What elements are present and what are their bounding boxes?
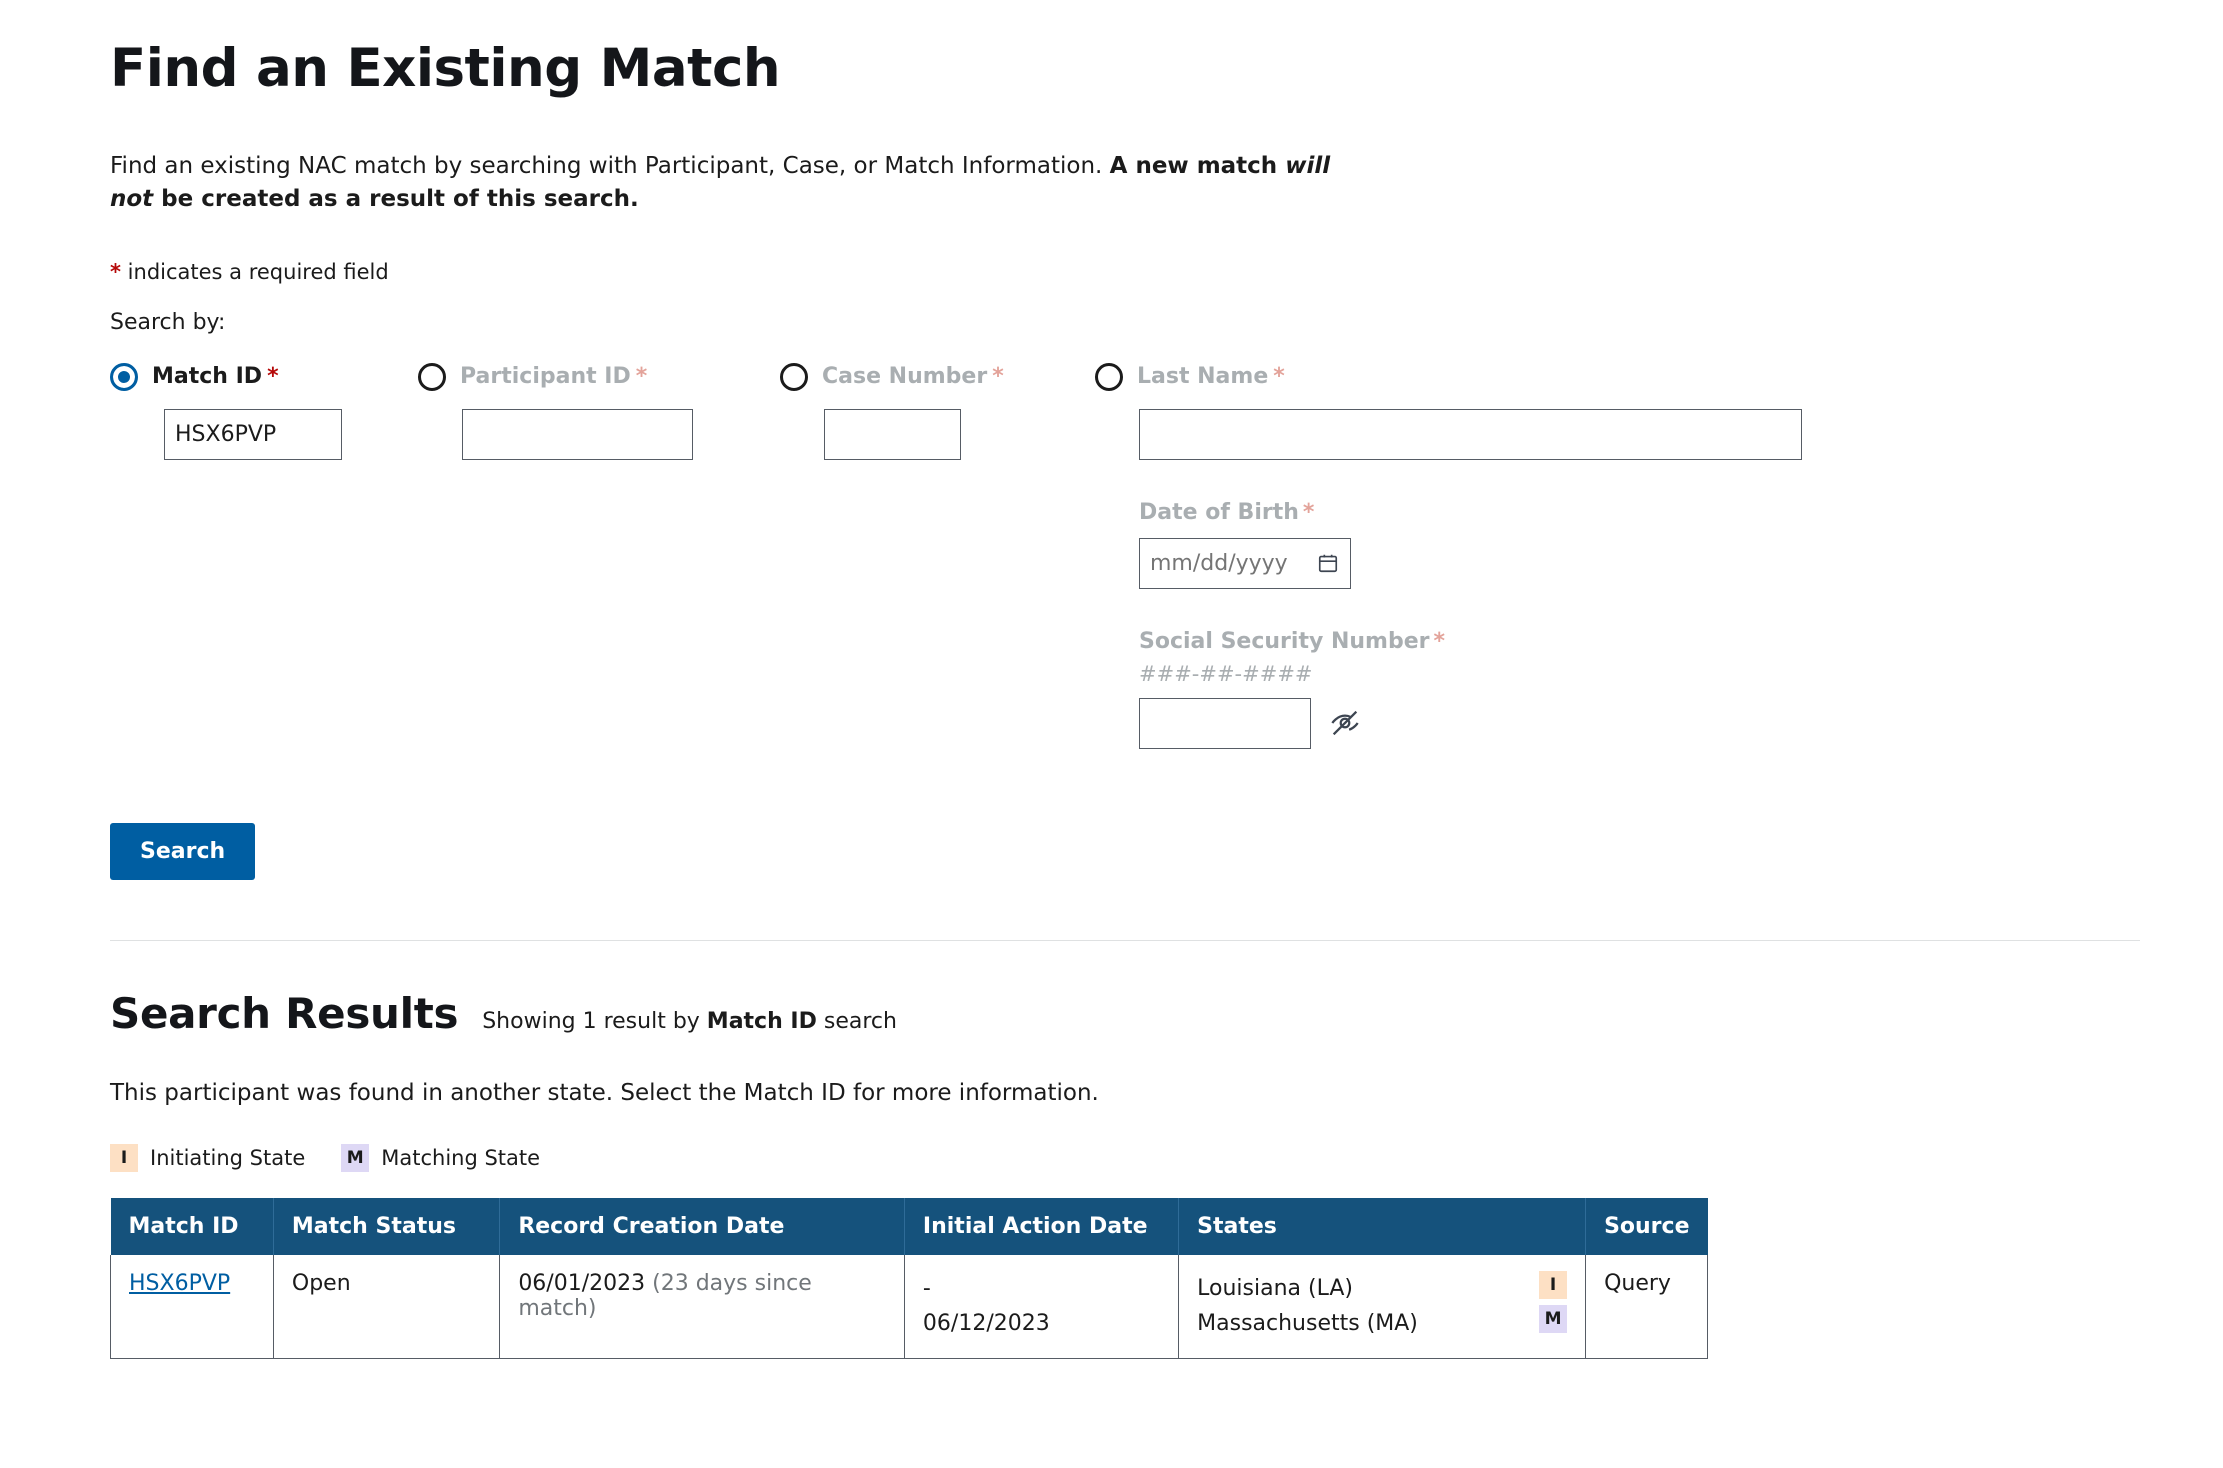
cell-states: [1179, 1255, 1586, 1359]
column-header-match-id[interactable]: Match ID: [111, 1198, 274, 1255]
state-1-chip-icon: I: [1539, 1271, 1567, 1299]
table-row: [111, 1255, 1708, 1359]
radio-head-participant-id[interactable]: [418, 357, 708, 397]
date-of-birth-label: [1139, 500, 1795, 525]
legend-label-matching: Matching State: [381, 1145, 541, 1170]
states-names: [1197, 1271, 1418, 1342]
search-option-match-id[interactable]: [110, 357, 360, 460]
date-of-birth-input-wrap[interactable]: [1139, 538, 1351, 589]
state-1-name: Louisiana (LA): [1197, 1275, 1353, 1301]
radio-label-case-number: [822, 364, 1004, 389]
radio-label-participant-id: [460, 364, 647, 389]
date-of-birth-field: [1139, 460, 1795, 589]
legend-label-initiating: Initiating State: [150, 1145, 306, 1170]
ssn-format-hint: ###-##-####: [1139, 661, 1313, 686]
cell-match-id: [111, 1255, 274, 1359]
column-header-states[interactable]: States: [1179, 1198, 1586, 1255]
search-results-note: This participant was found in another state. Select the Match ID for more information.: [110, 1079, 1099, 1106]
legend-initiating-state: [110, 1144, 305, 1172]
radio-head-match-id[interactable]: [110, 357, 360, 397]
page-title: Find an Existing Match: [110, 38, 781, 99]
required-asterisk-case-number: *: [992, 364, 1004, 390]
search-option-case-number[interactable]: [780, 357, 1030, 460]
intro-bold-2: be created as a result of this search.: [153, 185, 639, 212]
radio-head-last-name[interactable]: [1095, 357, 1795, 397]
initial-action-date-line1: -: [922, 1275, 931, 1301]
radio-icon-case-number[interactable]: [780, 363, 808, 391]
initiating-state-chip-icon: I: [110, 1144, 138, 1172]
states-cell-inner: [1197, 1271, 1567, 1342]
column-header-match-status[interactable]: Match Status: [273, 1198, 499, 1255]
ssn-label-text: Social Security Number: [1139, 628, 1430, 654]
search-results-summary: [482, 1009, 897, 1034]
label-text-match-id: Match ID: [152, 364, 263, 390]
radio-label-match-id: [152, 364, 279, 389]
search-by-label: Search by:: [110, 309, 226, 335]
states-legend: [110, 1144, 2113, 1172]
search-option-participant-id[interactable]: [418, 357, 708, 460]
case-number-input[interactable]: [824, 409, 961, 460]
required-note-text: indicates a required field: [127, 259, 389, 284]
table-header: [111, 1198, 1708, 1255]
page-intro: [110, 150, 1340, 215]
cell-record-creation-date: [500, 1255, 905, 1359]
required-asterisk-last-name: *: [1273, 364, 1285, 390]
match-id-input[interactable]: [164, 409, 342, 460]
radio-icon-participant-id[interactable]: [418, 363, 446, 391]
record-creation-date-value: 06/01/2023: [518, 1270, 646, 1296]
participant-id-input[interactable]: [462, 409, 693, 460]
required-field-note: [110, 260, 2113, 284]
cell-source: Query: [1586, 1255, 1708, 1359]
table-body: [111, 1255, 1708, 1359]
ssn-field: [1139, 589, 1795, 749]
hide-password-icon[interactable]: [1329, 707, 1361, 739]
search-button[interactable]: Search: [110, 823, 255, 880]
radio-icon-last-name[interactable]: [1095, 363, 1123, 391]
search-results-title: Search Results: [110, 988, 459, 1038]
state-2-name: Massachusetts (MA): [1197, 1311, 1418, 1337]
record-creation-date-suffix: (23 days since match): [518, 1270, 812, 1321]
label-text-participant-id: Participant ID: [460, 364, 631, 390]
required-asterisk-ssn: *: [1433, 628, 1445, 654]
states-chips: [1539, 1271, 1567, 1333]
search-results-table: [110, 1198, 1708, 1359]
summary-post: search: [816, 1008, 897, 1034]
intro-italic: will not: [110, 153, 1331, 212]
label-text-case-number: Case Number: [822, 364, 988, 390]
initial-action-date-line2: 06/12/2023: [922, 1311, 1050, 1337]
radio-head-case-number[interactable]: [780, 357, 1030, 397]
search-results-header: [110, 989, 2113, 1038]
search-option-last-name[interactable]: [1095, 357, 1795, 749]
summary-pre: Showing 1 result by: [482, 1008, 707, 1034]
required-asterisk-participant-id: *: [635, 364, 648, 390]
match-id-link[interactable]: HSX6PVP: [129, 1270, 231, 1296]
radio-label-last-name: [1137, 364, 1285, 389]
required-asterisk-dob: *: [1302, 499, 1315, 525]
required-asterisk: *: [110, 259, 121, 284]
section-divider: [110, 940, 2140, 941]
column-header-source[interactable]: Source: [1586, 1198, 1708, 1255]
last-name-input[interactable]: [1139, 409, 1802, 460]
table-header-row: [111, 1198, 1708, 1255]
summary-bold: Match ID: [706, 1008, 817, 1034]
required-asterisk-match-id: *: [267, 364, 279, 390]
intro-bold-1: A new match: [1109, 153, 1286, 180]
ssn-input-row: [1139, 698, 1795, 749]
state-2-chip-icon: M: [1539, 1305, 1567, 1333]
matching-state-chip-icon: M: [341, 1144, 369, 1172]
radio-icon-match-id[interactable]: [110, 363, 138, 391]
legend-matching-state: [341, 1144, 540, 1172]
cell-match-status: Open: [273, 1255, 499, 1359]
date-of-birth-label-text: Date of Birth: [1139, 499, 1299, 525]
label-text-last-name: Last Name: [1137, 364, 1269, 390]
search-by-options: [110, 357, 2113, 749]
cell-initial-action-date: [904, 1255, 1178, 1359]
intro-text: Find an existing NAC match by searching with Participant, Case, or Match Information.: [110, 153, 1110, 180]
date-of-birth-input[interactable]: [1139, 538, 1351, 589]
column-header-initial-action-date[interactable]: Initial Action Date: [904, 1198, 1178, 1255]
ssn-label: [1139, 629, 1795, 654]
column-header-record-creation-date[interactable]: Record Creation Date: [500, 1198, 905, 1255]
ssn-input[interactable]: [1139, 698, 1311, 749]
